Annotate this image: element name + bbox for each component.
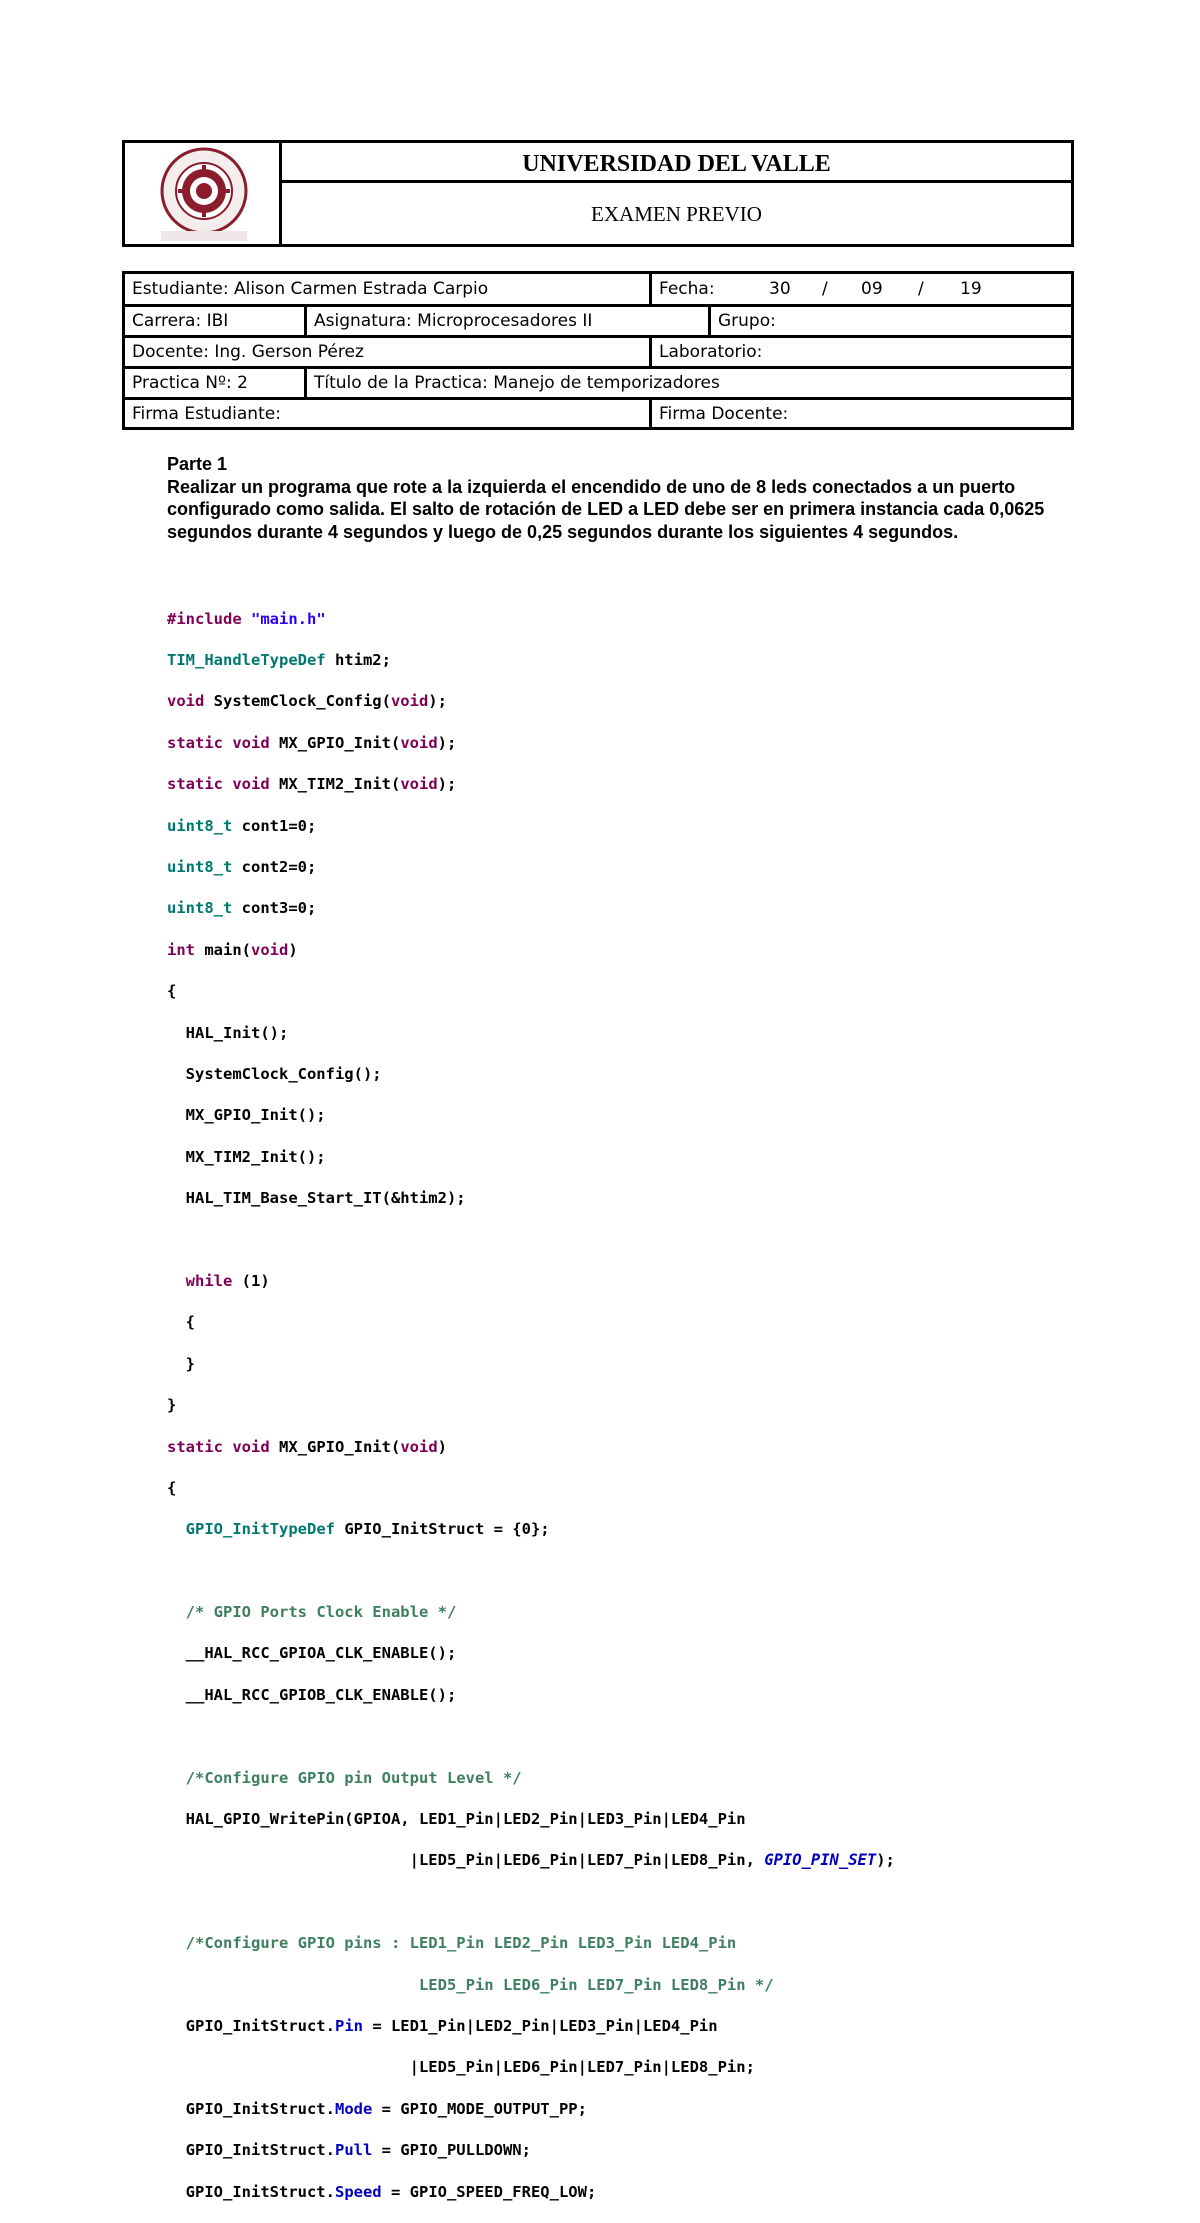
code-token: ) bbox=[288, 940, 298, 959]
code-token: htim2; bbox=[325, 651, 391, 670]
code-token: cont1=0; bbox=[232, 816, 317, 835]
code-line bbox=[167, 1561, 1067, 1582]
code-token: ) bbox=[437, 1437, 447, 1456]
row-student bbox=[125, 274, 1071, 307]
code-token: uint8_t bbox=[167, 858, 233, 877]
code-line bbox=[167, 1850, 1067, 1871]
code-line bbox=[167, 1768, 1067, 1789]
code-comment: /*Configure GPIO pins : LED1_Pin LED2_Pin LED3_Pin LED4_Pin bbox=[185, 1934, 737, 1953]
code-line: { bbox=[167, 982, 177, 1001]
code-line: |LED5_Pin|LED6_Pin|LED7_Pin|LED8_Pin; bbox=[167, 2058, 755, 2077]
part-heading: Parte 1 bbox=[167, 454, 228, 474]
code-token: GPIO_InitTypeDef bbox=[185, 1520, 335, 1539]
code-token: cont2=0; bbox=[232, 858, 317, 877]
subject-cell: Asignatura: Microprocesadores II bbox=[307, 307, 711, 335]
teacher-signature-cell: Firma Docente: bbox=[659, 403, 789, 424]
code-line: MX_GPIO_Init(); bbox=[167, 1106, 326, 1125]
code-token: GPIO_InitStruct. bbox=[167, 2182, 335, 2201]
code-line bbox=[167, 1726, 1067, 1747]
row-practice bbox=[125, 369, 1071, 400]
row-career bbox=[125, 307, 1071, 338]
code-token: |LED5_Pin|LED6_Pin|LED7_Pin|LED8_Pin, bbox=[167, 1851, 765, 1870]
code-token: = LED1_Pin|LED2_Pin|LED3_Pin|LED4_Pin bbox=[362, 2016, 718, 2035]
date-day: 30 bbox=[769, 279, 791, 299]
teacher-cell: Docente: Ing. Gerson Pérez bbox=[125, 338, 652, 366]
code-token: uint8_t bbox=[167, 816, 233, 835]
date-year: 19 bbox=[960, 279, 982, 299]
code-line bbox=[167, 1519, 1067, 1540]
code-token: while bbox=[185, 1271, 233, 1290]
code-token bbox=[167, 1769, 186, 1787]
code-line bbox=[167, 2140, 1067, 2161]
code-line bbox=[167, 1602, 1067, 1623]
code-token: main( bbox=[195, 940, 251, 959]
code-line: HAL_GPIO_WritePin(GPIOA, LED1_Pin|LED2_Pin|LED3_Pin|LED4_Pin bbox=[167, 1810, 746, 1829]
code-token: cont3=0; bbox=[232, 899, 317, 918]
code-token: ); bbox=[437, 775, 457, 794]
code-line bbox=[167, 898, 1067, 919]
code-line: { bbox=[167, 1478, 177, 1497]
student-signature-cell: Firma Estudiante: bbox=[125, 400, 652, 427]
career-cell: Carrera: IBI bbox=[125, 307, 307, 335]
code-token: GPIO_InitStruct. bbox=[167, 2016, 335, 2035]
exam-title: EXAMEN PREVIO bbox=[591, 202, 762, 226]
code-token: void bbox=[400, 733, 438, 752]
code-token: "main.h" bbox=[251, 609, 326, 628]
code-line bbox=[167, 691, 1067, 712]
code-token: Pull bbox=[334, 2141, 373, 2160]
row-signatures bbox=[125, 400, 1071, 427]
code-token: GPIO_InitStruct. bbox=[167, 2099, 335, 2118]
date-cell bbox=[652, 274, 1071, 304]
date-separator: / bbox=[822, 279, 828, 299]
code-comment: LED5_Pin LED6_Pin LED7_Pin LED8_Pin */ bbox=[167, 1975, 774, 1994]
code-token bbox=[167, 1603, 186, 1621]
code-token: void bbox=[232, 733, 270, 752]
code-line bbox=[167, 1892, 1067, 1913]
code-token bbox=[167, 1520, 186, 1538]
practice-number-cell: Practica Nº: 2 bbox=[125, 369, 307, 397]
code-line bbox=[167, 1933, 1067, 1954]
code-token bbox=[167, 1934, 186, 1952]
code-token: TIM_HandleTypeDef bbox=[167, 651, 326, 670]
code-token: ); bbox=[876, 1851, 895, 1870]
logo-cell bbox=[125, 143, 282, 244]
code-token: = GPIO_PULLDOWN; bbox=[372, 2141, 531, 2160]
code-line bbox=[167, 1437, 1067, 1458]
code-line bbox=[167, 857, 1067, 878]
code-listing bbox=[167, 588, 1067, 2223]
code-line: } bbox=[167, 1396, 177, 1415]
date-separator: / bbox=[918, 279, 924, 299]
code-line bbox=[167, 2016, 1067, 2037]
group-cell: Grupo: bbox=[718, 311, 776, 331]
code-line bbox=[167, 940, 1067, 961]
code-line bbox=[167, 2182, 1067, 2203]
code-line bbox=[167, 733, 1067, 754]
code-line bbox=[167, 2099, 1067, 2120]
code-comment: /* GPIO Ports Clock Enable */ bbox=[185, 1603, 457, 1622]
code-token: ); bbox=[437, 733, 457, 752]
code-token: #include bbox=[167, 609, 251, 628]
code-token: void bbox=[390, 692, 429, 711]
code-token: static bbox=[167, 1437, 223, 1456]
code-token bbox=[223, 1438, 232, 1456]
code-line: __HAL_RCC_GPIOA_CLK_ENABLE(); bbox=[167, 1644, 457, 1663]
code-token: void bbox=[232, 1437, 270, 1456]
code-line: HAL_TIM_Base_Start_IT(&htim2); bbox=[167, 1189, 466, 1208]
code-token: SystemClock_Config( bbox=[204, 692, 391, 711]
code-token: void bbox=[167, 692, 205, 711]
code-token: MX_GPIO_Init( bbox=[269, 733, 401, 752]
code-token: static bbox=[167, 733, 223, 752]
part-description: Realizar un programa que rote a la izquierda el encendido de uno de 8 leds conectados a un puerto configurado como salida. El salto de rotación de LED a LED debe ser en primera instancia cada 0,0625 segundos durante 4 segundos y luego de 0,25 segundos durante los siguientes 4 segundos. bbox=[167, 476, 1045, 542]
student-cell: Estudiante: Alison Carmen Estrada Carpio bbox=[125, 274, 652, 304]
code-token: void bbox=[251, 940, 289, 959]
code-line bbox=[167, 774, 1067, 795]
code-line: { bbox=[167, 1313, 195, 1332]
date-month: 09 bbox=[861, 279, 883, 299]
university-name: UNIVERSIDAD DEL VALLE bbox=[282, 143, 1071, 183]
code-token: GPIO_PIN_SET bbox=[764, 1851, 877, 1870]
code-line bbox=[167, 650, 1067, 671]
code-token bbox=[223, 734, 232, 752]
code-comment: /*Configure GPIO pin Output Level */ bbox=[185, 1768, 522, 1787]
code-token: MX_TIM2_Init( bbox=[269, 775, 401, 794]
code-token bbox=[223, 775, 232, 793]
code-line bbox=[167, 1230, 1067, 1251]
code-token: int bbox=[167, 940, 195, 959]
code-token: void bbox=[232, 775, 270, 794]
info-table bbox=[122, 271, 1074, 430]
code-line bbox=[167, 1271, 1067, 1292]
university-seal-logo bbox=[149, 147, 259, 241]
code-token bbox=[167, 1272, 186, 1290]
code-token: = GPIO_MODE_OUTPUT_PP; bbox=[372, 2099, 587, 2118]
code-token: (1) bbox=[232, 1271, 270, 1290]
code-token: void bbox=[400, 1437, 438, 1456]
code-token: ); bbox=[428, 692, 447, 711]
part-section bbox=[167, 453, 1047, 543]
code-token: uint8_t bbox=[167, 899, 233, 918]
code-token: void bbox=[400, 775, 438, 794]
code-token: = GPIO_SPEED_FREQ_LOW; bbox=[381, 2182, 597, 2201]
code-line: } bbox=[167, 1354, 195, 1373]
code-token: Pin bbox=[334, 2016, 363, 2035]
code-token: static bbox=[167, 775, 223, 794]
row-teacher bbox=[125, 338, 1071, 369]
code-token: Speed bbox=[334, 2182, 382, 2201]
code-line: MX_TIM2_Init(); bbox=[167, 1147, 326, 1166]
code-token: Mode bbox=[334, 2099, 373, 2118]
code-line bbox=[167, 609, 1067, 630]
code-line: HAL_Init(); bbox=[167, 1023, 289, 1042]
code-line: SystemClock_Config(); bbox=[167, 1065, 382, 1083]
code-line: __HAL_RCC_GPIOB_CLK_ENABLE(); bbox=[167, 1685, 457, 1704]
code-line bbox=[167, 816, 1067, 837]
lab-cell: Laboratorio: bbox=[659, 342, 763, 362]
code-token: GPIO_InitStruct. bbox=[167, 2141, 335, 2160]
code-token: GPIO_InitStruct = {0}; bbox=[334, 1520, 550, 1539]
header-box bbox=[122, 140, 1074, 247]
code-token: MX_GPIO_Init( bbox=[269, 1437, 401, 1456]
date-label: Fecha: bbox=[659, 279, 715, 299]
practice-title-cell: Título de la Practica: Manejo de temporizadores bbox=[314, 373, 720, 393]
